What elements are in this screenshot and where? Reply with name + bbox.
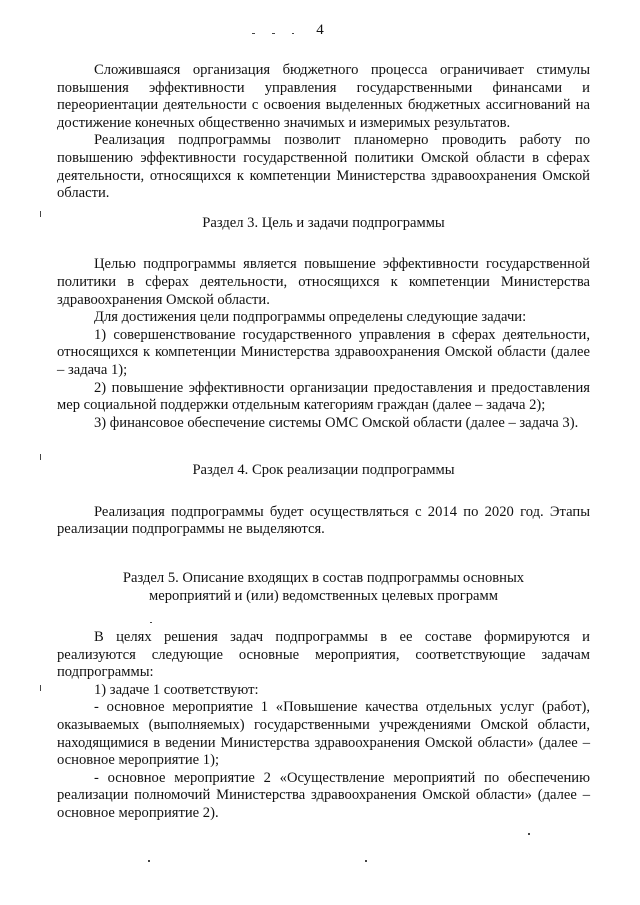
section-4-heading: Раздел 4. Срок реализации подпрограммы [192,462,455,479]
scan-speck [528,833,530,835]
scan-speck [252,33,255,34]
document-body [57,62,590,823]
scan-speck [148,860,150,862]
section-5-activity-2: - основное мероприятие 2 «Осуществление мероприятий по обеспечению реализации полномочий Министерства здравоохранения Омской области» (далее – основное мероприятие 2). [57,769,590,821]
section-3-task-3: 3) финансовое обеспечение системы ОМС Омской области (далее – задача 3). [94,414,579,431]
section-5-heading-line-2: мероприятий и (или) ведомственных целевых программ [149,588,498,605]
section-3-task-1: 1) совершенствование государственного управления в сферах деятельности, относящихся к компетенции Министерства здравоохранения Омской области (далее – задача 1); [57,326,590,378]
scan-speck [365,860,367,862]
scan-speck [272,33,275,34]
section-4-paragraph: Реализация подпрограммы будет осуществляться с 2014 по 2020 год. Этапы реализации подпрограммы не выделяются. [57,503,590,538]
scan-speck [292,33,294,34]
section-5-intro-paragraph: В целях решения задач подпрограммы в ее составе формируются и реализуются следующие основные мероприятия, соответствующие задачам подпрограммы: [57,629,590,681]
section-5-heading [57,569,590,605]
section-5-task-1-label: 1) задаче 1 соответствуют: [94,681,259,698]
section-3-tasks-intro: Для достижения цели подпрограммы определены следующие задачи: [94,309,527,326]
section-3-heading: Раздел 3. Цель и задачи подпрограммы [202,214,445,231]
section-3-goal-paragraph: Целью подпрограммы является повышение эффективности государственной политики в сферах деятельности, относящихся к компетенции Министерства здравоохранения Омской области. [57,256,590,308]
section-5-heading-line-1: Раздел 5. Описание входящих в состав подпрограммы основных [122,570,525,587]
scan-speck [40,685,41,691]
scan-speck [40,454,41,460]
scan-speck [40,211,41,217]
section-5-activity-1: - основное мероприятие 1 «Повышение качества отдельных услуг (работ), оказываемых (выполняемых) государственными учреждениями Омской области, находящимися в ведении Министерства здравоохранения Омской области» (далее – основное мероприятие 1); [57,699,590,769]
intro-paragraph-1: Сложившаяся организация бюджетного процесса ограничивает стимулы повышения эффективности управления государственными финансами и переориентации деятельности с освоения выделенных бюджетных ассигнований на достижение конечных общественно значимых и измеримых результатов. [57,62,590,131]
section-3-task-2: 2) повышение эффективности организации предоставления и предоставления мер социальной поддержки отдельным категориям граждан (далее – задача 2); [57,379,590,414]
intro-paragraph-2: Реализация подпрограммы позволит планомерно проводить работу по повышению эффективности государственной политики Омской области в сферах деятельности, относящихся к компетенции Министерства здравоохранения Омской области. [57,132,590,202]
page-number: 4 [316,22,324,38]
